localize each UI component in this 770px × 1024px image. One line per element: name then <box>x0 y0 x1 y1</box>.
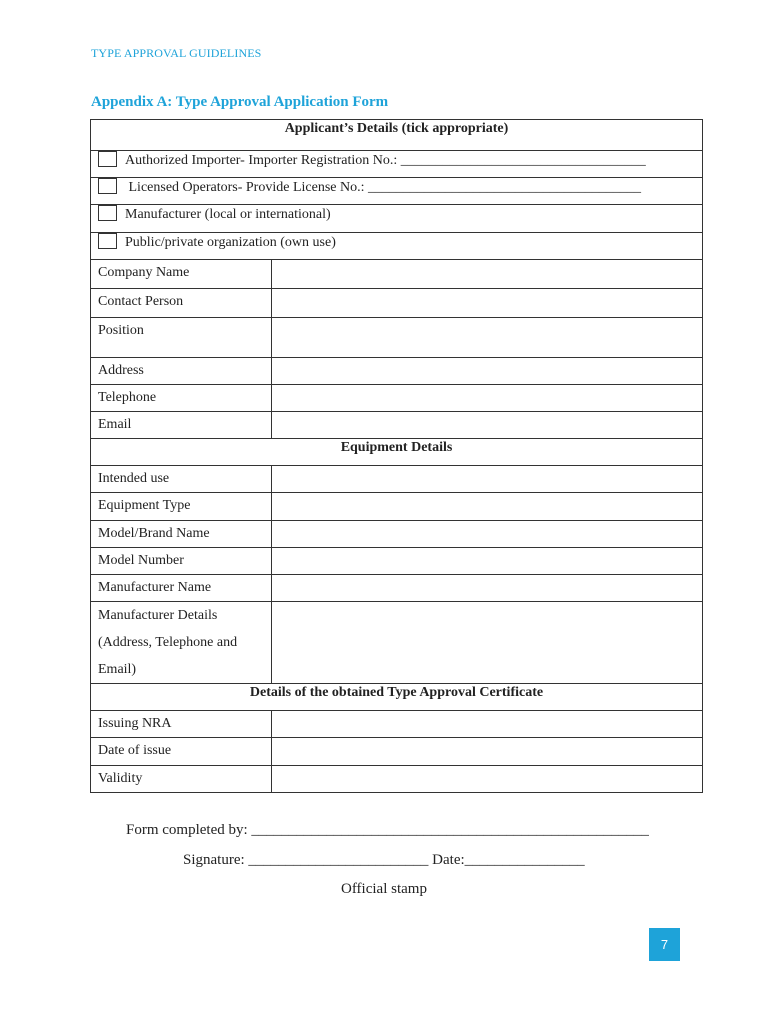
field-label-manufacturer-details <box>91 602 272 684</box>
issuing-nra-field[interactable] <box>272 711 703 738</box>
option-label: Licensed Operators- Provide License No.: _______________________________________ <box>125 180 641 195</box>
validity-field[interactable] <box>272 766 703 793</box>
field-label-telephone: Telephone <box>91 385 272 412</box>
field-label-equipment-type: Equipment Type <box>91 493 272 521</box>
signature-date[interactable]: Signature: ________________________ Date:________________ <box>183 852 585 868</box>
telephone-field[interactable] <box>272 385 703 412</box>
page-number: 7 <box>649 928 680 961</box>
manufacturer-name-field[interactable] <box>272 575 703 602</box>
option-label: Public/private organization (own use) <box>125 235 336 250</box>
field-label-model-brand-name: Model/Brand Name <box>91 521 272 548</box>
field-label-validity: Validity <box>91 766 272 793</box>
field-label-email: Email <box>91 412 272 439</box>
position-field[interactable] <box>272 318 703 358</box>
equipment-section-heading: Equipment Details <box>91 439 703 466</box>
field-label-manufacturer-name: Manufacturer Name <box>91 575 272 602</box>
field-label-address: Address <box>91 358 272 385</box>
checkbox[interactable] <box>98 233 117 249</box>
field-label-model-number: Model Number <box>91 548 272 575</box>
details-line: Manufacturer Details <box>98 608 218 623</box>
field-label-company-name: Company Name <box>91 260 272 289</box>
manufacturer-details-field[interactable] <box>272 602 703 684</box>
application-form-table <box>90 119 703 793</box>
option-label: Manufacturer (local or international) <box>125 207 331 222</box>
option-label: Authorized Importer- Importer Registration No.: ___________________________________ <box>125 153 646 168</box>
details-line: (Address, Telephone and <box>98 635 238 650</box>
checkbox[interactable] <box>98 205 117 221</box>
model-number-field[interactable] <box>272 548 703 575</box>
form-title: Appendix A: Type Approval Application Form <box>91 94 389 110</box>
option-licensed-operators[interactable] <box>91 178 703 205</box>
option-organization[interactable] <box>91 233 703 260</box>
field-label-position: Position <box>91 318 272 358</box>
model-brand-name-field[interactable] <box>272 521 703 548</box>
contact-person-field[interactable] <box>272 289 703 318</box>
field-label-date-of-issue: Date of issue <box>91 738 272 766</box>
form-completed-by[interactable]: Form completed by: _____________________________________________________ <box>126 822 649 838</box>
certificate-section-heading: Details of the obtained Type Approval Certificate <box>91 684 703 711</box>
email-field[interactable] <box>272 412 703 439</box>
field-label-intended-use: Intended use <box>91 466 272 493</box>
field-label-issuing-nra: Issuing NRA <box>91 711 272 738</box>
option-authorized-importer[interactable] <box>91 151 703 178</box>
details-line: Email) <box>98 662 137 677</box>
field-label-contact-person: Contact Person <box>91 289 272 318</box>
option-manufacturer[interactable] <box>91 205 703 233</box>
equipment-type-field[interactable] <box>272 493 703 521</box>
running-header: TYPE APPROVAL GUIDELINES <box>91 46 262 60</box>
date-of-issue-field[interactable] <box>272 738 703 766</box>
company-name-field[interactable] <box>272 260 703 289</box>
checkbox[interactable] <box>98 178 117 194</box>
intended-use-field[interactable] <box>272 466 703 493</box>
official-stamp: Official stamp <box>341 881 427 897</box>
applicant-section-heading: Applicant’s Details (tick appropriate) <box>91 120 703 151</box>
checkbox[interactable] <box>98 151 117 167</box>
address-field[interactable] <box>272 358 703 385</box>
